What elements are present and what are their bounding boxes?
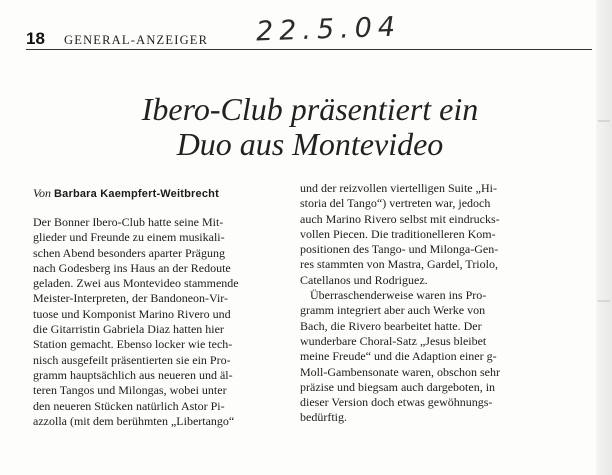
byline	[33, 185, 219, 201]
column-left-line: azzolla (mit dem berühmten „Libertango“	[33, 413, 235, 428]
column-right-line: Moll-Gambensonate waren, obschon sehr	[300, 364, 500, 379]
column-left-line: Meister-Interpreten, der Bandoneon-Vir-	[33, 291, 229, 306]
page-number: 18	[26, 29, 45, 48]
masthead-rule	[26, 49, 592, 50]
column-right-line: vollen Piecen. Die traditionelleren Kom-	[300, 226, 496, 241]
scan-speck	[598, 300, 610, 302]
column-left-line: teren Tangos und Milongas, wobei unter	[33, 383, 227, 398]
column-right-line: Überraschenderweise waren ins Pro-	[310, 288, 487, 303]
column-left-line: glieder und Freunde zu einem musikali-	[33, 230, 225, 245]
column-right-line: dieser Version doch etwas gewöhnungs-	[300, 395, 493, 410]
scan-speck	[598, 120, 610, 122]
headline-line-2: Duo aus Montevideo	[176, 126, 444, 162]
column-right-line: Bach, die Rivero bearbeitet hatte. Der	[300, 318, 482, 333]
column-left-line: Der Bonner Ibero-Club hatte seine Mit-	[33, 215, 224, 229]
column-left-line: geladen. Zwei aus Montevideo stammende	[33, 276, 239, 291]
column-right-line: storia del Tango“) vertreten war, jedoch	[300, 196, 491, 211]
article-column-right	[300, 181, 556, 426]
column-right-line: und der reizvollen viertelligen Suite „Hi-	[300, 181, 497, 195]
column-left-line: nisch ausgefeilt präsentierten sie ein Pro-	[33, 352, 231, 367]
column-left-line: nach Godesberg ins Haus an der Redoute	[33, 260, 231, 275]
article-column-left	[33, 215, 283, 429]
column-left-line: schen Abend besonders aparter Prägung	[33, 245, 225, 260]
newspaper-name: GENERAL-ANZEIGER	[64, 33, 209, 47]
column-right-line: positionen des Tango- und Milonga-Gen-	[300, 242, 499, 257]
column-left-line: gramm hauptsächlich aus neueren und äl-	[33, 367, 233, 382]
column-right-line: bedürftig.	[300, 410, 347, 425]
column-right-line: Catellanos und Rodriguez.	[300, 272, 428, 287]
masthead	[26, 11, 586, 51]
scan-edge	[596, 0, 612, 475]
column-right-line: res stammten von Mastra, Gardel, Triolo,	[300, 257, 498, 272]
column-left-line: den neueren Stücken natürlich Astor Pi-	[33, 398, 225, 413]
column-right-line: präzise und biegsam auch dargeboten, in	[300, 379, 496, 394]
column-left-line: tuose und Komponist Marino Rivero und	[33, 306, 231, 321]
column-right-line: gramm integriert aber auch Werke von	[300, 303, 486, 318]
column-right-line: meine Freude“ und die Adaption einer g-	[300, 349, 497, 364]
byline-author: Barbara Kaempfert-Weitbrecht	[54, 188, 219, 200]
column-right-line: auch Marino Rivero selbst mit eindrucks-	[300, 211, 500, 226]
handwritten-date: 22.5.04	[255, 11, 402, 48]
headline	[40, 92, 580, 162]
column-right-line: wunderbare Choral-Satz „Jesus bleibet	[300, 333, 487, 348]
headline-line-1: Ibero-Club präsentiert ein	[141, 91, 479, 127]
column-left-line: Station gemacht. Ebenso locker wie tech-	[33, 337, 233, 352]
byline-prefix: Von	[33, 186, 51, 200]
column-left-line: die Gitarristin Gabriela Diaz hatten hier	[33, 322, 224, 337]
